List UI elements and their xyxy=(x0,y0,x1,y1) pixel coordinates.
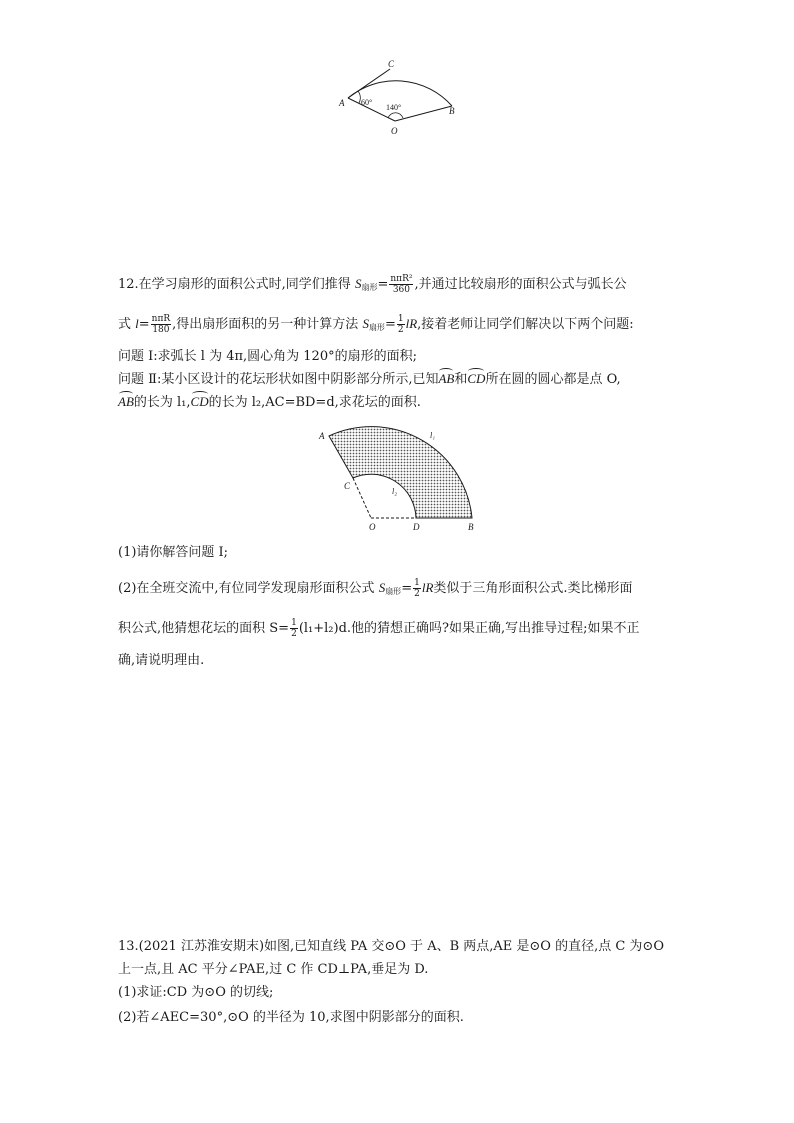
label-o: O xyxy=(369,522,376,532)
q12-problem1: 问题 Ⅰ:求弧长 l 为 4π,圆心角为 120°的扇形的面积; xyxy=(118,349,417,364)
label-l1: l₁ xyxy=(430,431,436,440)
fraction-half: $\frac{1}{2}$ xyxy=(397,314,404,335)
chord-ac xyxy=(348,69,390,98)
label-b: B xyxy=(449,106,455,116)
shaded-region xyxy=(329,427,472,518)
q13-line4: (2)若∠AEC=30°,⊙O 的半径为 10,求图中阴影部分的面积. xyxy=(118,1010,464,1025)
label-a: A xyxy=(319,431,325,441)
label-l2: l₂ xyxy=(392,487,398,496)
arc-cd-symbol: CD xyxy=(467,371,486,386)
q12-line1: 12.在学习扇形的面积公式时,同学们推得 $S_{扇形}=$ $\frac{\text{nπR²}}{360}$ ,并通过比较扇形的面积公式与弧长公 xyxy=(118,274,627,295)
label-c: C xyxy=(388,59,395,69)
q13-line2: 上一点,且 AC 平分∠PAE,过 C 作 CD⊥PA,垂足为 D. xyxy=(118,962,429,977)
q12-part2-line2: 积公式,他猜想花坛的面积 S= $\frac{1}{2}$ (l₁+l₂)d.他的猜想正确吗?如果正确,写出推导过程;如果不正 xyxy=(118,618,640,639)
arc-cd-symbol-2: CD xyxy=(190,394,209,409)
q12-part1: (1)请你解答问题 Ⅰ; xyxy=(118,545,229,560)
arc-ab-symbol: AB xyxy=(438,371,455,386)
figure-sector-abc xyxy=(330,55,470,140)
radius-ob xyxy=(395,106,452,121)
label-o: O xyxy=(391,126,398,136)
angle-mark-o xyxy=(388,113,403,118)
q12-part2-line1: (2)在全班交流中,有位同学发现扇形面积公式 $S_{扇形}=$ $\frac{1}{2}$ lR类似于三角形面积公式.类比梯形面 xyxy=(118,578,633,599)
q12-problem2: 问题 Ⅱ:某小区设计的花坛形状如图中阴影部分所示,已知AB和CD所在圆的圆心都是点 O, xyxy=(118,371,621,387)
figure-flower-bed xyxy=(310,422,490,534)
label-d: D xyxy=(413,522,420,532)
fraction-half-3: $\frac{1}{2}$ xyxy=(291,618,297,639)
angle-140-label: 140° xyxy=(386,103,402,112)
fraction-arc-length: $\frac{\text{nπR}}{180}$ xyxy=(151,314,171,335)
fraction-half-2: $\frac{1}{2}$ xyxy=(414,578,420,599)
q13-line3: (1)求证:CD 为⊙O 的切线; xyxy=(118,985,274,1000)
segment-co xyxy=(353,478,371,518)
label-b: B xyxy=(468,522,474,532)
q12-part2-line3: 确,请说明理由. xyxy=(118,653,205,668)
fraction-sector-area: $\frac{\text{nπR²}}{360}$ xyxy=(390,274,413,295)
arc-ab-symbol-2: AB xyxy=(118,394,134,409)
label-a: A xyxy=(339,98,345,108)
q13-line1: 13.(2021 江苏淮安期末)如图,已知直线 PA 交⊙O 于 A、B 两点,AE 是⊙O 的直径,点 C 为⊙O xyxy=(118,939,664,954)
q12-line2: 式 l= $\frac{\text{nπR}}{180}$ ,得出扇形面积的另一种计算方法 $S_{扇形}=$ $\frac{1}{2}$ lR,接着老师让同学们解决以下两个问题: xyxy=(118,314,634,335)
angle-60-label: 60° xyxy=(361,98,373,107)
q12-line5: AB的长为 l₁,CD的长为 l₂,AC=BD=d,求花坛的面积. xyxy=(118,394,421,410)
angle-mark-a xyxy=(358,91,360,103)
label-c: C xyxy=(344,481,351,491)
